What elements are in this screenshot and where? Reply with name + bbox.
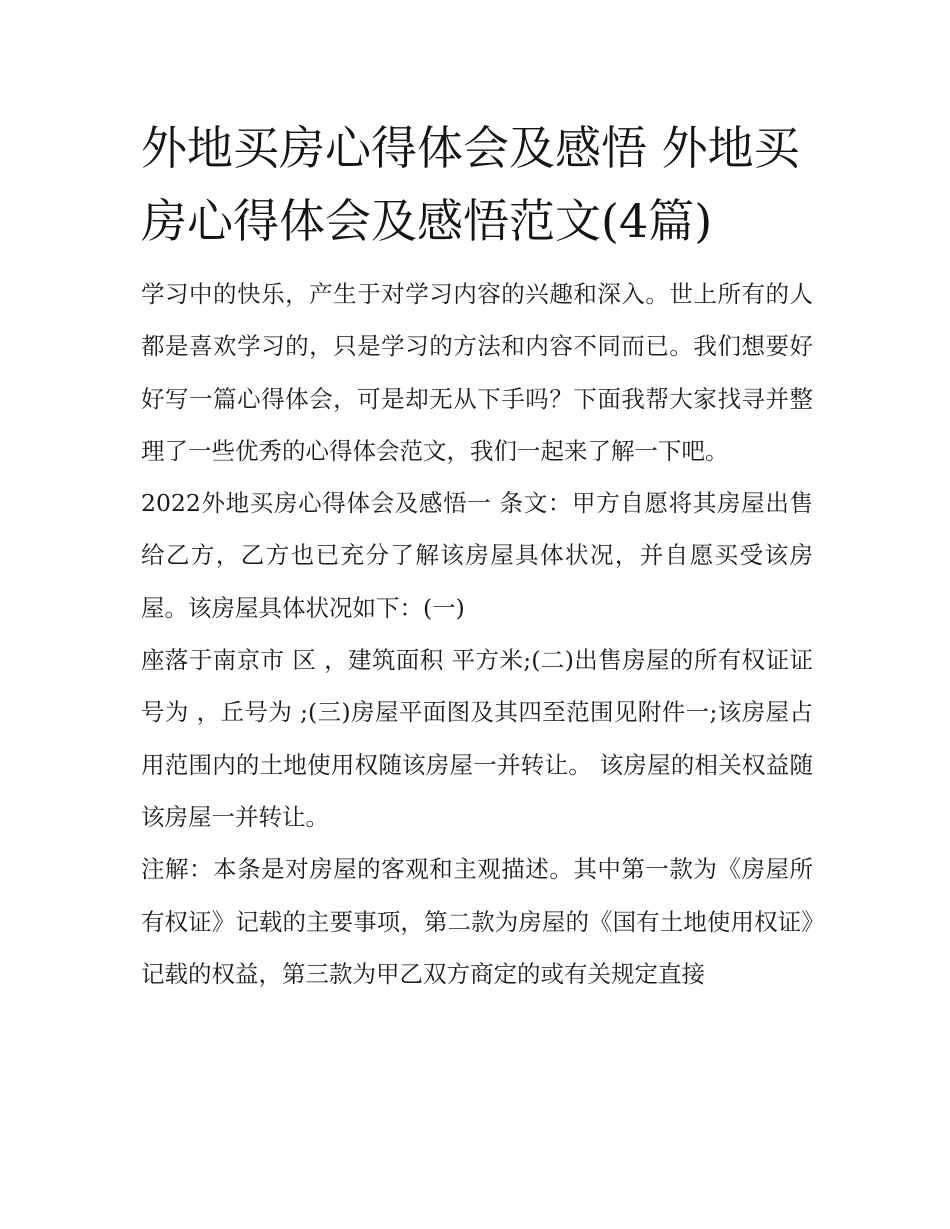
document-body [141,112,813,1000]
intro-paragraph: 学习中的快乐，产生于对学习内容的兴趣和深入。世上所有的人都是喜欢学习的，只是学习的方法和内容不同而已。我们想要好好写一篇心得体会，可是却无从下手吗？下面我帮大家找寻并整理了一些优秀的心得体会范文，我们一起来了解一下吧。 [141,280,813,465]
clause-paragraph: 2022外地买房心得体会及感悟一 条文：甲方自愿将其房屋出售给乙方，乙方也已充分了解该房屋具体状况，并自愿买受该房屋。该房屋具体状况如下：(一) [141,489,813,622]
annotation-paragraph: 注解：本条是对房屋的客观和主观描述。其中第一款为《房屋所有权证》记载的主要事项，第二款为房屋的《国有土地使用权证》记载的权益，第三款为甲乙双方商定的或有关规定直接 [141,855,813,988]
property-details-paragraph: 座落于南京市 区 ，建筑面积 平方米;(二)出售房屋的所有权证证号为 ，丘号为 ;(三)房屋平面图及其四至范围见附件一;该房屋占用范围内的土地使用权随该房屋一并转让。 该房屋的相关权益随该房屋一并转让。 [141,646,813,831]
document-title: 外地买房心得体会及感悟 外地买房心得体会及感悟范文(4篇) [141,121,800,248]
